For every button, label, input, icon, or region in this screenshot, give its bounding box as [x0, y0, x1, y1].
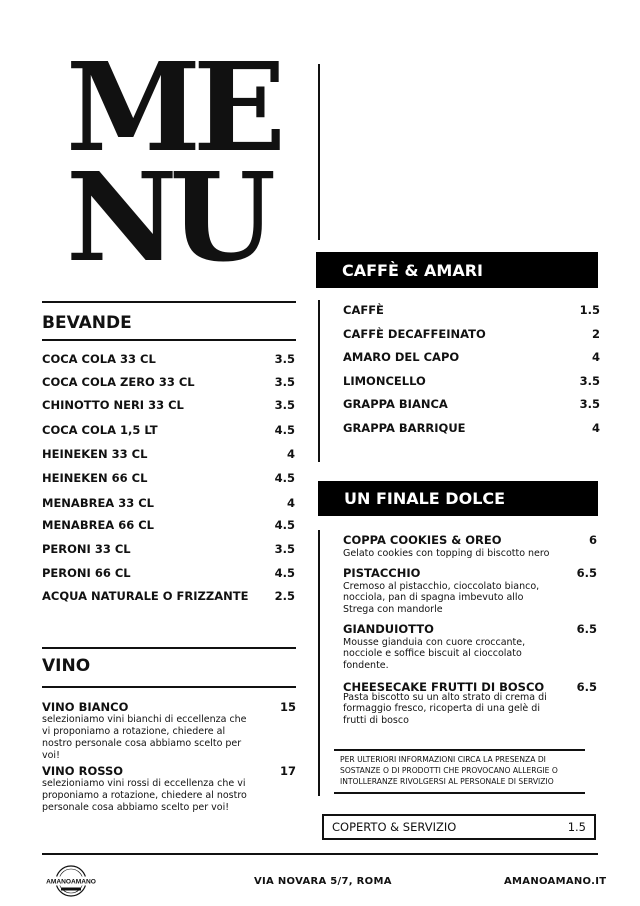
- item-price: 1.5: [579, 303, 600, 317]
- item-price: 3.5: [579, 397, 600, 411]
- item-name: CAFFÈ: [343, 303, 384, 317]
- vertical-divider: [318, 530, 320, 796]
- drink-item: [42, 518, 295, 532]
- item-price: 2: [591, 327, 600, 341]
- wine-item: [42, 700, 296, 762]
- item-name: HEINEKEN 33 CL: [42, 447, 148, 461]
- item-name: CHINOTTO NERI 33 CL: [42, 398, 184, 412]
- item-name: GRAPPA BIANCA: [343, 397, 448, 411]
- item-name: CAFFÈ DECAFFEINATO: [343, 327, 486, 341]
- menu-title-line-2: NU: [66, 145, 268, 289]
- cover-charge-price: 1.5: [567, 820, 586, 834]
- item-price: 3.5: [274, 398, 295, 412]
- item-name: PERONI 66 CL: [42, 566, 131, 580]
- item-name: COPPA COOKIES & OREO: [343, 533, 502, 547]
- item-name: VINO BIANCO: [42, 700, 129, 714]
- section-heading-caffe: CAFFÈ & AMARI: [316, 252, 598, 288]
- item-price: 4: [286, 447, 295, 461]
- item-name: AMARO DEL CAPO: [343, 350, 460, 364]
- item-price: 2.5: [274, 589, 295, 603]
- item-price: 4: [286, 496, 295, 510]
- drink-item: [42, 423, 295, 437]
- item-description: Cremoso al pistacchio, cioccolato bianco, nocciola, pan di spagna imbevuto allo Strega con mandorle: [343, 581, 540, 615]
- item-price: 4.5: [274, 423, 295, 437]
- item-name: MENABREA 66 CL: [42, 518, 154, 532]
- drink-item: [42, 589, 295, 603]
- item-name: CHEESECAKE FRUTTI DI BOSCO: [343, 680, 545, 694]
- dessert-item: [343, 680, 597, 726]
- item-name: MENABREA 33 CL: [42, 496, 154, 510]
- item-price: 6.5: [576, 566, 597, 580]
- item-price: 6.5: [576, 622, 597, 636]
- item-name: GRAPPA BARRIQUE: [343, 421, 466, 435]
- section-heading-dolce: UN FINALE DOLCE: [318, 481, 598, 516]
- footer-divider: [42, 853, 598, 855]
- dessert-item: [343, 566, 597, 615]
- item-name: PERONI 33 CL: [42, 542, 131, 556]
- coffee-item: [343, 350, 600, 364]
- restaurant-logo: [44, 864, 98, 898]
- item-price: 3.5: [274, 542, 295, 556]
- drink-item: [42, 447, 295, 461]
- item-name: ACQUA NATURALE O FRIZZANTE: [42, 589, 249, 603]
- section-heading-bevande: BEVANDE: [42, 313, 132, 333]
- vertical-divider: [318, 300, 320, 462]
- item-price: 3.5: [274, 375, 295, 389]
- divider: [42, 301, 296, 303]
- drink-item: [42, 352, 295, 366]
- menu-title-line-1: ME: [66, 35, 279, 179]
- logo-text: AMANOAMANO: [46, 878, 96, 886]
- item-name: LIMONCELLO: [343, 374, 426, 388]
- coffee-item: [343, 397, 600, 411]
- item-name: COCA COLA 33 CL: [42, 352, 156, 366]
- item-name: GIANDUIOTTO: [343, 622, 434, 636]
- vertical-divider: [318, 64, 320, 240]
- allergy-note: PER ULTERIORI INFORMAZIONI CIRCA LA PRESENZA DI SOSTANZE O DI PRODOTTI CHE PROVOCANO ALLERGIE O INTOLLERANZE RIVOLGERSI AL PERSONALE DI SERVIZIO: [340, 755, 558, 786]
- item-price: 17: [279, 764, 296, 778]
- dessert-item: [343, 533, 597, 559]
- item-description: selezioniamo vini rossi di eccellenza che vi proponiamo a rotazione, chiedere al nostro personale cosa abbiamo scelto per voi!: [42, 778, 247, 813]
- footer-website[interactable]: AMANOAMANO.IT: [504, 876, 607, 887]
- divider: [334, 792, 585, 794]
- item-description: Pasta biscotto su un alto strato di crema di formaggio fresco, ricoperta di una gelè di frutti di bosco: [343, 692, 547, 726]
- item-description: Mousse gianduia con cuore croccante, nocciole e soffice biscuit al cioccolato fondente.: [343, 637, 526, 671]
- item-price: 4: [591, 421, 600, 435]
- item-price: 6.5: [576, 680, 597, 694]
- drink-item: [42, 566, 295, 580]
- divider: [42, 686, 296, 688]
- item-price: 4.5: [274, 471, 295, 485]
- drink-item: [42, 471, 295, 485]
- item-price: 4: [591, 350, 600, 364]
- item-price: 4.5: [274, 566, 295, 580]
- item-name: VINO ROSSO: [42, 764, 124, 778]
- divider: [42, 647, 296, 649]
- item-price: 3.5: [579, 374, 600, 388]
- item-price: 15: [279, 700, 296, 714]
- item-description: selezioniamo vini bianchi di eccellenza che vi proponiamo a rotazione, chiedere al nostro personale cosa abbiamo scelto per voi!: [42, 714, 247, 761]
- dessert-item: [343, 622, 597, 671]
- drink-item: [42, 542, 295, 556]
- cover-charge-label: COPERTO & SERVIZIO: [332, 820, 457, 834]
- coffee-item: [343, 374, 600, 388]
- coffee-item: [343, 327, 600, 341]
- drink-item: [42, 398, 295, 412]
- item-price: 3.5: [274, 352, 295, 366]
- divider: [334, 749, 585, 751]
- divider: [42, 339, 296, 341]
- drink-item: [42, 496, 295, 510]
- item-name: HEINEKEN 66 CL: [42, 471, 148, 485]
- cover-charge-box: [322, 814, 596, 840]
- item-price: 6: [588, 533, 597, 547]
- wine-item: [42, 764, 296, 814]
- item-name: PISTACCHIO: [343, 566, 421, 580]
- item-name: COCA COLA 1,5 LT: [42, 423, 158, 437]
- item-price: 4.5: [274, 518, 295, 532]
- drink-item: [42, 375, 295, 389]
- coffee-item: [343, 421, 600, 435]
- coffee-item: [343, 303, 600, 317]
- section-heading-vino: VINO: [42, 656, 91, 676]
- item-name: COCA COLA ZERO 33 CL: [42, 375, 195, 389]
- item-description: Gelato cookies con topping di biscotto nero: [343, 548, 550, 559]
- footer-address: VIA NOVARA 5/7, ROMA: [254, 876, 392, 887]
